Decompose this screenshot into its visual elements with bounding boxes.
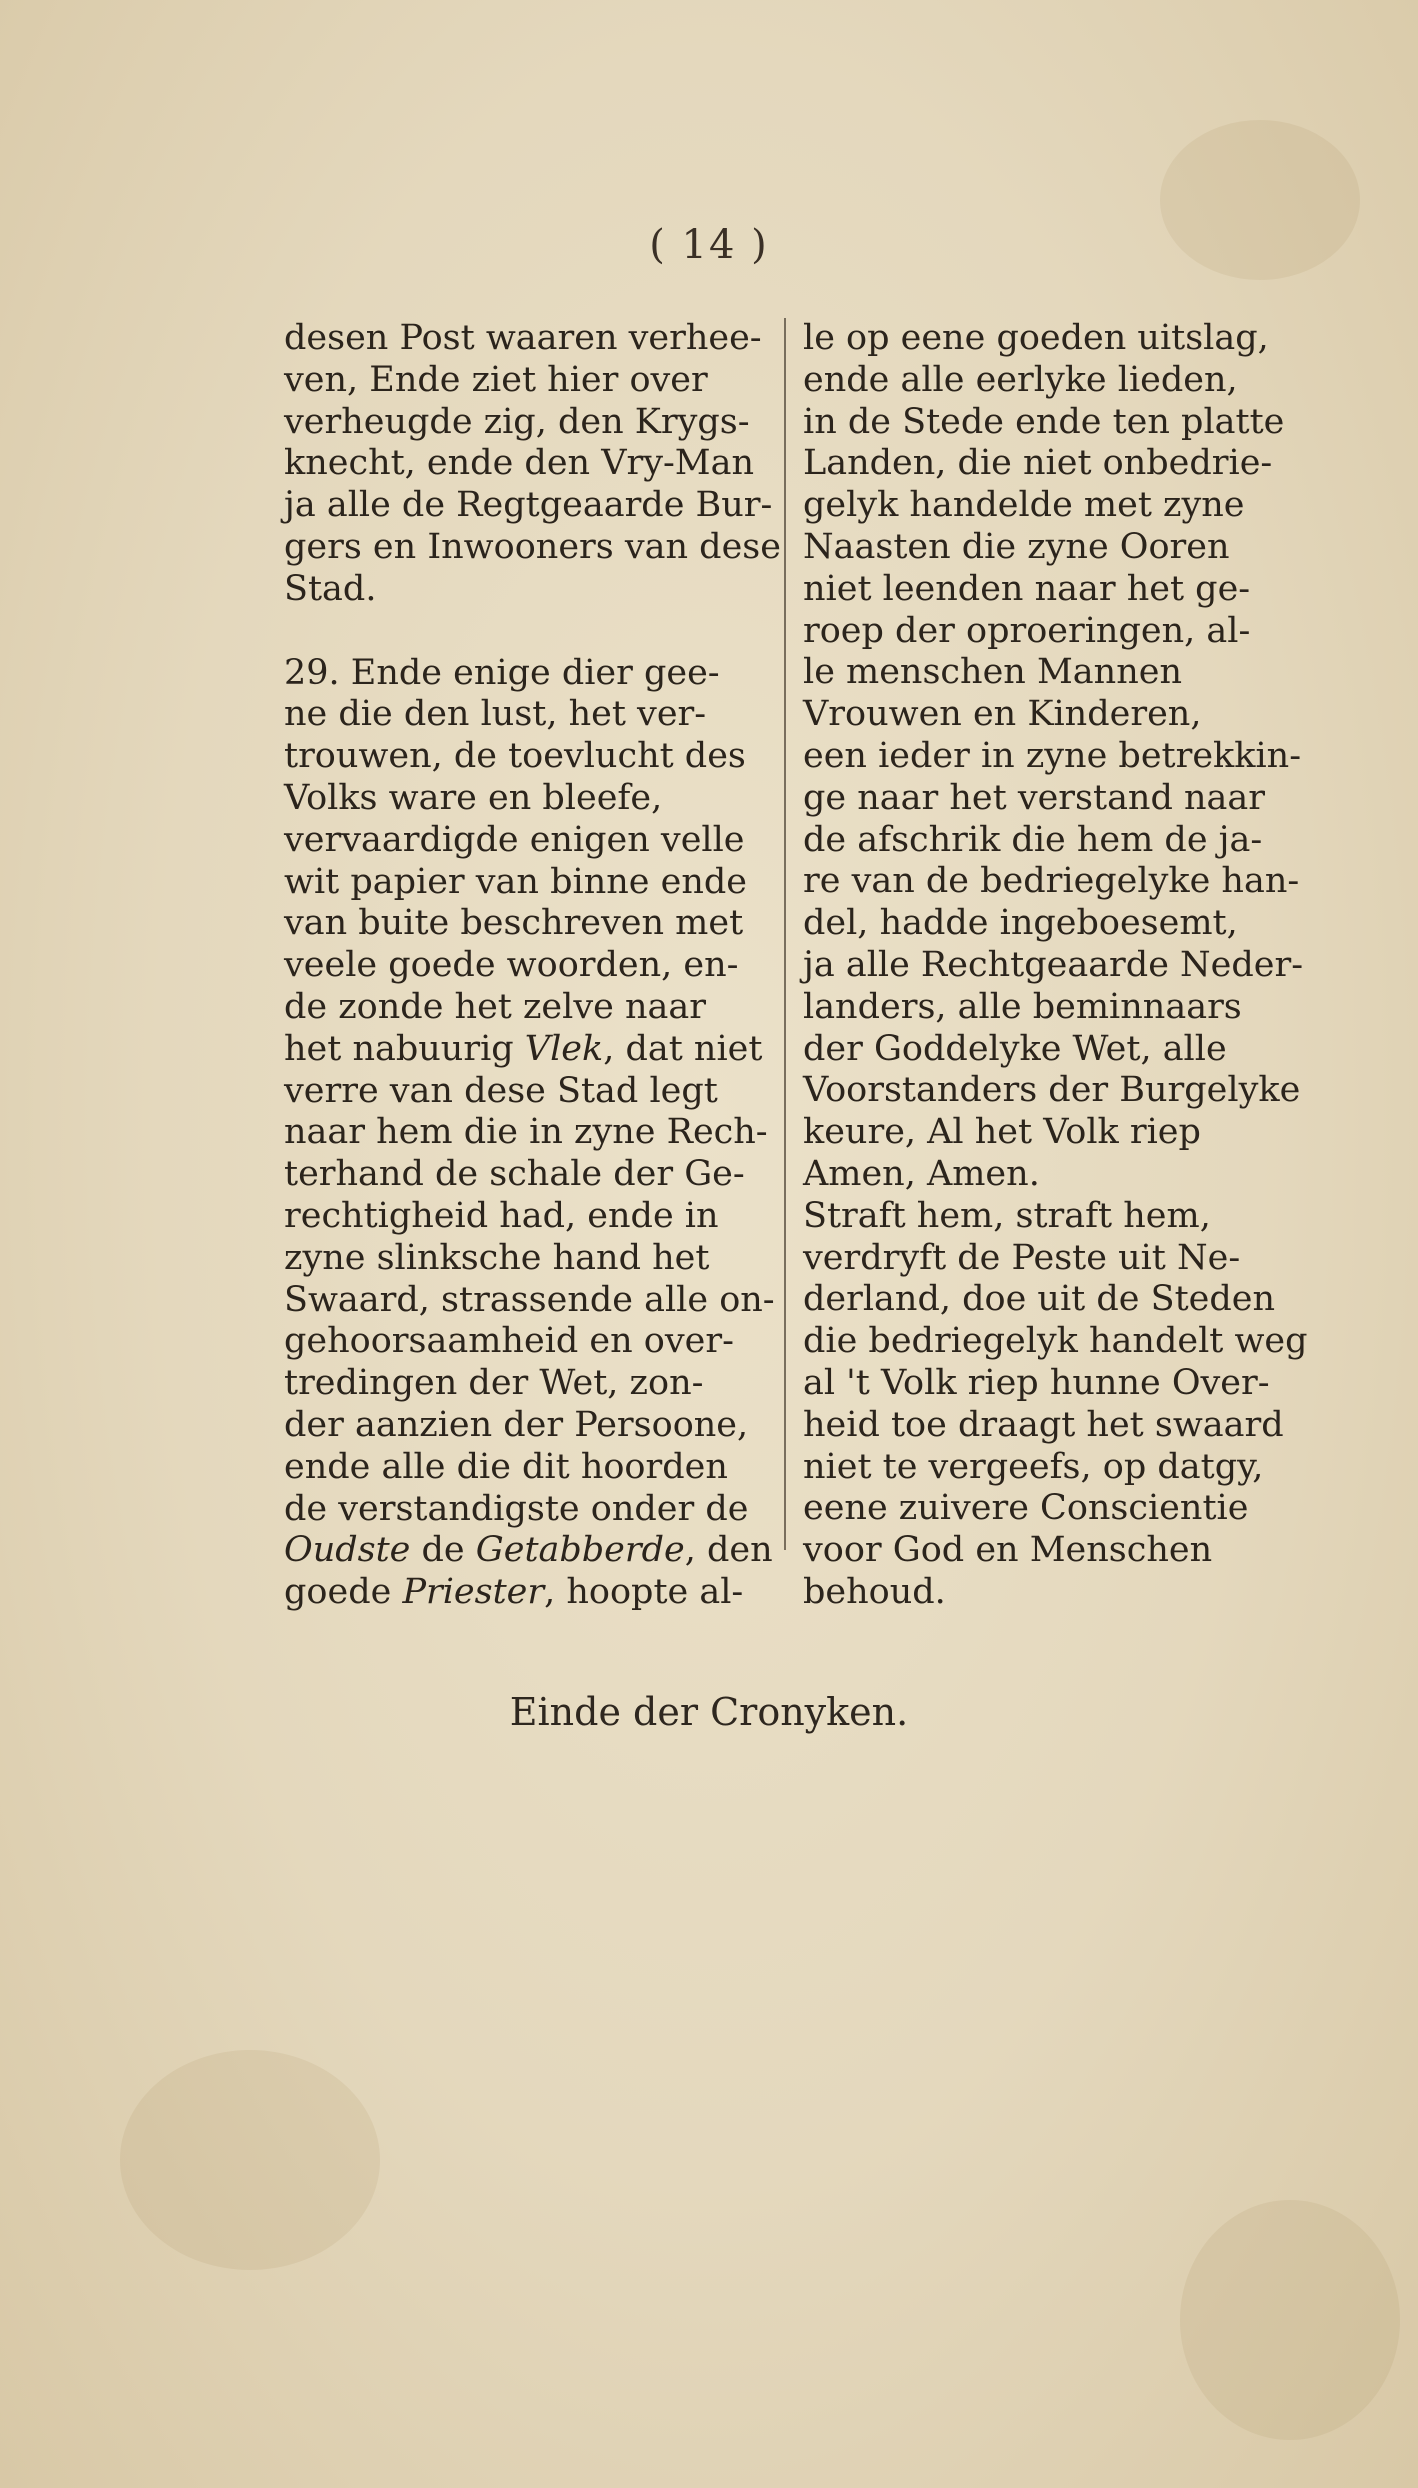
text-line: [803, 820, 1279, 862]
text-line: [803, 1029, 1279, 1071]
text-line: [803, 318, 1279, 360]
text-segment: eene zuivere Conscientie: [803, 1488, 1249, 1529]
text-segment: Straft hem, straft hem,: [803, 1195, 1211, 1236]
text-line: [803, 527, 1279, 569]
text-line: [803, 1447, 1279, 1489]
text-line: [803, 611, 1279, 653]
text-segment: ven, Ende ziet hier over: [284, 359, 708, 400]
text-line: [284, 778, 768, 820]
text-line: [803, 652, 1279, 694]
text-segment: voor God en Menschen: [803, 1530, 1213, 1571]
text-segment: der aanzien der Persoone,: [284, 1404, 749, 1445]
text-line: [803, 903, 1279, 945]
text-segment: del, hadde ingeboesemt,: [803, 903, 1238, 944]
text-segment: van buite beschreven met: [284, 903, 744, 944]
paper-stain: [120, 2050, 380, 2270]
text-line: [284, 1196, 768, 1238]
text-segment: roep der oproeringen, al-: [803, 610, 1251, 651]
italic-word: Priester: [402, 1572, 545, 1613]
text-line: [284, 987, 768, 1029]
text-segment: , dat niet: [603, 1028, 763, 1069]
text-line: [284, 1321, 768, 1363]
text-line: [803, 1112, 1279, 1154]
text-segment: ja alle de Regtgeaarde Bur-: [284, 485, 773, 526]
text-line: [803, 1279, 1279, 1321]
text-line: [284, 903, 768, 945]
text-segment: ge naar het verstand naar: [803, 777, 1266, 818]
text-segment: naar hem die in zyne Rech-: [284, 1112, 768, 1153]
text-line: [803, 861, 1300, 903]
left-text-column: [284, 318, 781, 1614]
closing-line: Einde der Cronyken.: [509, 1690, 909, 1734]
text-line: [803, 569, 1279, 611]
text-segment: rechtigheid had, ende in: [284, 1195, 719, 1236]
text-line: [284, 653, 768, 695]
text-line: [284, 1112, 768, 1154]
italic-word: Getabberde: [475, 1530, 685, 1571]
text-segment: Landen, die niet onbedrie-: [803, 443, 1273, 484]
text-segment: al 't Volk riep hunne Over-: [803, 1362, 1270, 1403]
column-divider-rule: [784, 318, 786, 1550]
text-segment: behoud.: [803, 1571, 946, 1612]
text-line: [284, 862, 768, 904]
text-line: [284, 1029, 768, 1071]
text-segment: ja alle Rechtgeaarde Neder-: [803, 944, 1304, 985]
text-line: [284, 1238, 768, 1280]
text-line: [803, 1238, 1279, 1280]
text-segment: gers en Inwooners van dese: [284, 526, 781, 567]
text-line: [803, 778, 1279, 820]
text-segment: het nabuurig: [284, 1028, 525, 1069]
text-segment: heid toe draagt het swaard: [803, 1404, 1284, 1445]
text-line: [803, 1488, 1279, 1530]
right-text-column: [803, 318, 1308, 1614]
text-line: [284, 526, 781, 569]
text-line: [803, 360, 1279, 402]
text-segment: vervaardigde enigen velle: [284, 819, 745, 860]
text-segment: knecht, ende den Vry-Man: [284, 443, 755, 484]
text-segment: de verstandigste onder de: [284, 1488, 749, 1529]
text-line: [803, 735, 1302, 778]
text-segment: 29. Ende enige dier gee-: [284, 652, 720, 693]
text-line: [803, 1154, 1279, 1196]
text-segment: de zonde het zelve naar: [284, 986, 706, 1027]
text-segment: der Goddelyke Wet, alle: [803, 1028, 1227, 1069]
text-line: [284, 1489, 768, 1531]
text-segment: verheugde zig, den Krygs-: [284, 401, 750, 442]
text-segment: Swaard, strassende alle on-: [284, 1279, 775, 1320]
italic-word: Oudste: [284, 1530, 411, 1571]
text-line: [284, 402, 768, 444]
text-line: [284, 318, 768, 360]
text-line: [803, 1363, 1279, 1405]
text-segment: verre van dese Stad legt: [284, 1070, 718, 1111]
text-line: [803, 987, 1279, 1029]
text-line: [284, 1279, 775, 1322]
text-line: [284, 1363, 768, 1405]
text-line: [284, 1405, 768, 1447]
text-line: [284, 569, 768, 611]
text-line: [284, 820, 768, 862]
text-segment: , hoopte al-: [544, 1572, 744, 1613]
italic-word: Vlek: [524, 1028, 604, 1069]
text-segment: Naasten die zyne Ooren: [803, 526, 1230, 567]
text-line: [284, 611, 768, 653]
text-segment: wit papier van binne ende: [284, 861, 747, 902]
text-line: [803, 1196, 1279, 1238]
text-segment: desen Post waaren verhee-: [284, 318, 762, 358]
text-line: [284, 694, 768, 736]
text-line: [803, 944, 1304, 987]
text-segment: in de Stede ende ten platte: [803, 401, 1285, 442]
text-segment: re van de bedriegelyke han-: [803, 861, 1300, 902]
text-segment: landers, alle beminnaars: [803, 986, 1242, 1027]
text-segment: zyne slinksche hand het: [284, 1237, 710, 1278]
text-segment: Voorstanders der Burgelyke: [803, 1070, 1301, 1111]
text-segment: le op eene goeden uitslag,: [803, 318, 1269, 358]
text-line: [803, 485, 1279, 527]
text-segment: de afschrik die hem de ja-: [803, 819, 1263, 860]
text-segment: trouwen, de toevlucht des: [284, 736, 746, 777]
page-number: ( 14 ): [649, 222, 769, 268]
text-segment: ende alle die dit hoorden: [284, 1446, 728, 1487]
text-segment: ne die den lust, het ver-: [284, 694, 707, 735]
text-segment: een ieder in zyne betrekkin-: [803, 735, 1302, 776]
text-line: [803, 443, 1279, 485]
text-segment: goede: [284, 1572, 403, 1613]
text-segment: , den: [684, 1530, 773, 1571]
text-line: [284, 1530, 773, 1572]
text-segment: Stad.: [284, 568, 377, 609]
text-line: [284, 1071, 768, 1113]
text-segment: Volks ware en bleefe,: [284, 777, 663, 818]
text-segment: verdryft de Peste uit Ne-: [803, 1237, 1241, 1278]
text-segment: de: [410, 1530, 476, 1571]
text-segment: keure, Al het Volk riep: [803, 1112, 1201, 1153]
text-line: [284, 945, 768, 987]
text-line: [284, 485, 773, 527]
text-segment: gehoorsaamheid en over-: [284, 1321, 734, 1362]
text-line: [803, 1321, 1308, 1363]
text-line: [284, 1447, 768, 1489]
text-segment: niet leenden naar het ge-: [803, 568, 1251, 609]
text-line: [803, 694, 1279, 736]
text-segment: veele goede woorden, en-: [284, 945, 739, 986]
text-segment: terhand de schale der Ge-: [284, 1154, 745, 1195]
text-line: [284, 443, 768, 485]
text-line: [803, 1404, 1284, 1447]
text-segment: gelyk handelde met zyne: [803, 485, 1245, 526]
text-line: [284, 1154, 768, 1196]
text-segment: niet te vergeefs, op datgy,: [803, 1446, 1264, 1487]
text-line: [803, 401, 1285, 444]
paper-stain: [1180, 2200, 1400, 2440]
text-segment: tredingen der Wet, zon-: [284, 1363, 704, 1404]
text-line: [284, 1572, 768, 1614]
text-segment: die bedriegelyk handelt weg: [803, 1321, 1308, 1362]
text-segment: Vrouwen en Kinderen,: [803, 694, 1202, 735]
text-segment: le menschen Mannen: [803, 652, 1183, 693]
text-segment: derland, doe uit de Steden: [803, 1279, 1276, 1320]
text-line: [284, 736, 768, 778]
text-line: [803, 1530, 1279, 1572]
text-line: [803, 1572, 1279, 1614]
text-segment: Amen, Amen.: [803, 1153, 1040, 1194]
text-segment: ende alle eerlyke lieden,: [803, 359, 1238, 400]
text-line: [803, 1070, 1301, 1112]
text-line: [284, 360, 768, 402]
